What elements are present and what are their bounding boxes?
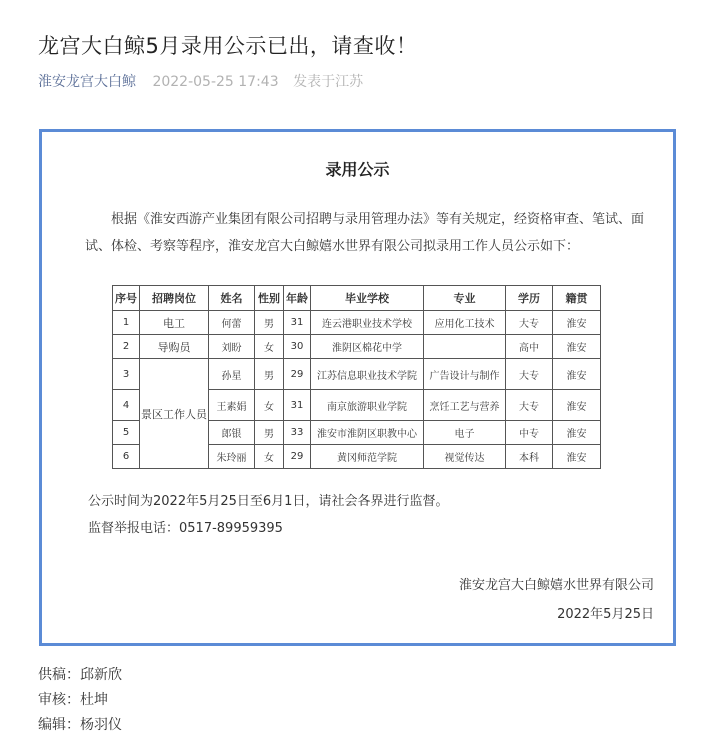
publish-location: 发表于江苏	[293, 74, 364, 90]
notice-heading: 录用公示	[325, 160, 390, 179]
cell-edu: 本科	[506, 445, 553, 469]
cell-name: 何蕾	[209, 311, 255, 335]
notice-signature	[459, 571, 654, 629]
hire-table	[112, 285, 601, 469]
header-cell: 学历	[506, 286, 553, 311]
cell-gender: 男	[255, 421, 284, 445]
cell-age: 33	[284, 421, 311, 445]
cell-major: 应用化工技术	[424, 311, 506, 335]
cell-no: 3	[113, 359, 140, 390]
credit-editor: 编辑：杨羽仪	[38, 717, 122, 733]
cell-origin: 淮安	[553, 311, 601, 335]
cell-age: 31	[284, 390, 311, 421]
header-cell: 毕业学校	[311, 286, 424, 311]
cell-gender: 男	[255, 359, 284, 390]
cell-school: 南京旅游职业学院	[311, 390, 424, 421]
cell-edu: 中专	[506, 421, 553, 445]
cell-gender: 男	[255, 311, 284, 335]
signature-org: 淮安龙宫大白鲸嬉水世界有限公司	[458, 578, 654, 593]
cell-age: 29	[284, 359, 311, 390]
cell-major: 视觉传达	[424, 445, 506, 469]
header-cell: 专业	[424, 286, 506, 311]
account-name-link[interactable]: 淮安龙宫大白鲸	[38, 74, 136, 90]
cell-position-group: 景区工作人员	[140, 359, 209, 469]
cell-no: 5	[113, 421, 140, 445]
cell-edu: 大专	[506, 311, 553, 335]
cell-school: 江苏信息职业技术学院	[311, 359, 424, 390]
header-cell: 年龄	[284, 286, 311, 311]
cell-gender: 女	[255, 390, 284, 421]
notice-phone: 监督举报电话：0517-89959395	[88, 521, 283, 536]
table-row	[113, 359, 601, 390]
header-cell: 性别	[255, 286, 284, 311]
header-cell: 籍贯	[553, 286, 601, 311]
cell-major: 电子	[424, 421, 506, 445]
cell-name: 刘盼	[209, 335, 255, 359]
cell-name: 王素娟	[209, 390, 255, 421]
cell-major: 烹饪工艺与营养	[424, 390, 506, 421]
cell-origin: 淮安	[553, 421, 601, 445]
cell-major	[424, 335, 506, 359]
header-cell: 序号	[113, 286, 140, 311]
cell-edu: 大专	[506, 390, 553, 421]
notice-intro: 根据《淮安西游产业集团有限公司招聘与录用管理办法》等有关规定，经资格审查、笔试、面试、体检、考察等程序，淮安龙宫大白鲸嬉水世界有限公司拟录用工作人员公示如下：	[85, 212, 645, 254]
cell-edu: 高中	[506, 335, 553, 359]
cell-position: 电工	[140, 311, 209, 335]
header-cell: 招聘岗位	[140, 286, 209, 311]
cell-name: 郎银	[209, 421, 255, 445]
cell-major: 广告设计与制作	[424, 359, 506, 390]
cell-no: 2	[113, 335, 140, 359]
table-row	[113, 335, 601, 359]
cell-position: 导购员	[140, 335, 209, 359]
cell-school: 连云港职业技术学校	[311, 311, 424, 335]
cell-age: 29	[284, 445, 311, 469]
publish-date: 2022-05-25 17:43	[152, 74, 279, 90]
article-meta	[38, 71, 363, 91]
cell-origin: 淮安	[553, 390, 601, 421]
article-credits	[38, 663, 122, 738]
table-header-row	[113, 286, 601, 311]
notice-period: 公示时间为2022年5月25日至6月1日，请社会各界进行监督。	[88, 494, 449, 509]
header-cell: 姓名	[209, 286, 255, 311]
table-row	[113, 311, 601, 335]
cell-no: 4	[113, 390, 140, 421]
cell-origin: 淮安	[553, 335, 601, 359]
cell-no: 1	[113, 311, 140, 335]
cell-age: 30	[284, 335, 311, 359]
cell-gender: 女	[255, 445, 284, 469]
cell-name: 孙星	[209, 359, 255, 390]
cell-gender: 女	[255, 335, 284, 359]
cell-name: 朱玲丽	[209, 445, 255, 469]
cell-origin: 淮安	[553, 445, 601, 469]
cell-age: 31	[284, 311, 311, 335]
credit-reviewer: 审核：杜坤	[38, 692, 108, 708]
cell-no: 6	[113, 445, 140, 469]
cell-school: 淮安市淮阴区职教中心	[311, 421, 424, 445]
credit-author: 供稿：邱新欣	[38, 667, 122, 683]
notice-image	[39, 129, 676, 646]
cell-school: 淮阴区棉花中学	[311, 335, 424, 359]
cell-school: 黄冈师范学院	[311, 445, 424, 469]
cell-edu: 大专	[506, 359, 553, 390]
cell-origin: 淮安	[553, 359, 601, 390]
signature-date: 2022年5月25日	[557, 607, 654, 622]
article-title: 龙宫大白鲸5月录用公示已出，请查收！	[38, 34, 418, 58]
